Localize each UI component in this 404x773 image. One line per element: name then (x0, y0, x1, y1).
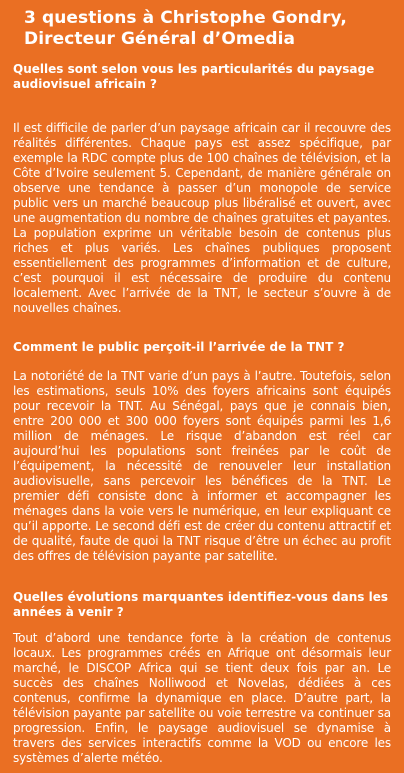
title-line-2: Directeur Général d’Omedia (24, 29, 296, 49)
interview-title (24, 8, 391, 50)
question-2: Comment le public perçoit-il l’arrivée de la TNT ? (13, 340, 345, 354)
answer-1: Il est difficile de parler d’un paysage africain car il recouvre des réalités différentes. Chaque pays est assez spécifique, par exemple la RDC compte plus de 100 chaînes de télévision, et la Côte d’Ivoire seulement 5. Cependant, de manière générale on observe une tendance à passer d’un monopole de service public vers un marché beaucoup plus libéralisé et ouvert, avec une augmentation du nombre de chaînes gratuites et payantes. La population exprime un véritable besoin de contenus plus riches et plus variés. Les chaînes publiques proposent essentiellement des programmes d’information et de culture, c’est pourquoi il est nécessaire de produire du contenu localement. Avec l’arrivée de la TNT, le secteur s’ouvre à de nouvelles chaînes. (13, 121, 391, 315)
answer-2: La notoriété de la TNT varie d’un pays à l’autre. Toutefois, selon les estimations, seuls 10% des foyers africains sont équipés pour recevoir la TNT. Au Sénégal, pays que je connais bien, entre 200 000 et 300 000 foyers sont équipés parmi les 1,6 million de ménages. Le risque d’abandon est réel car aujourd’hui les populations sont freinées par le coût de l’équipement, la nécessité de renouveler leur installation audiovisuelle, sans percevoir les bénéfices de la TNT. Le premier défi consiste donc à informer et accompagner les ménages dans la voie vers le numérique, en leur expliquant ce qu’il apporte. Le second défi est de créer du contenu attractif et de qualité, faute de quoi la TNT risque d’être un échec au profit des offres de télévision payante par satellite. (13, 369, 391, 563)
answer-3: Tout d’abord une tendance forte à la création de contenus locaux. Les programmes créés en Afrique ont désormais leur marché, le DISCOP Africa qui se tient deux fois par an. Le succès des chaînes Nolliwood et Novelas, dédiées à ces contenus, confirme la dynamique en place. D’autre part, la télévision payante par satellite ou voie terrestre va continuer sa progression. Enfin, le paysage audiovisuel se dynamise à travers des services interactifs comme la VOD ou encore les systèmes d’alerte météo. (13, 631, 391, 765)
question-3: Quelles évolutions marquantes identifiez-vous dans les années à venir ? (13, 590, 388, 619)
title-line-1: 3 questions à Christophe Gondry, (24, 8, 347, 28)
question-1: Quelles sont selon vous les particularités du paysage audiovisuel africain ? (13, 62, 375, 91)
